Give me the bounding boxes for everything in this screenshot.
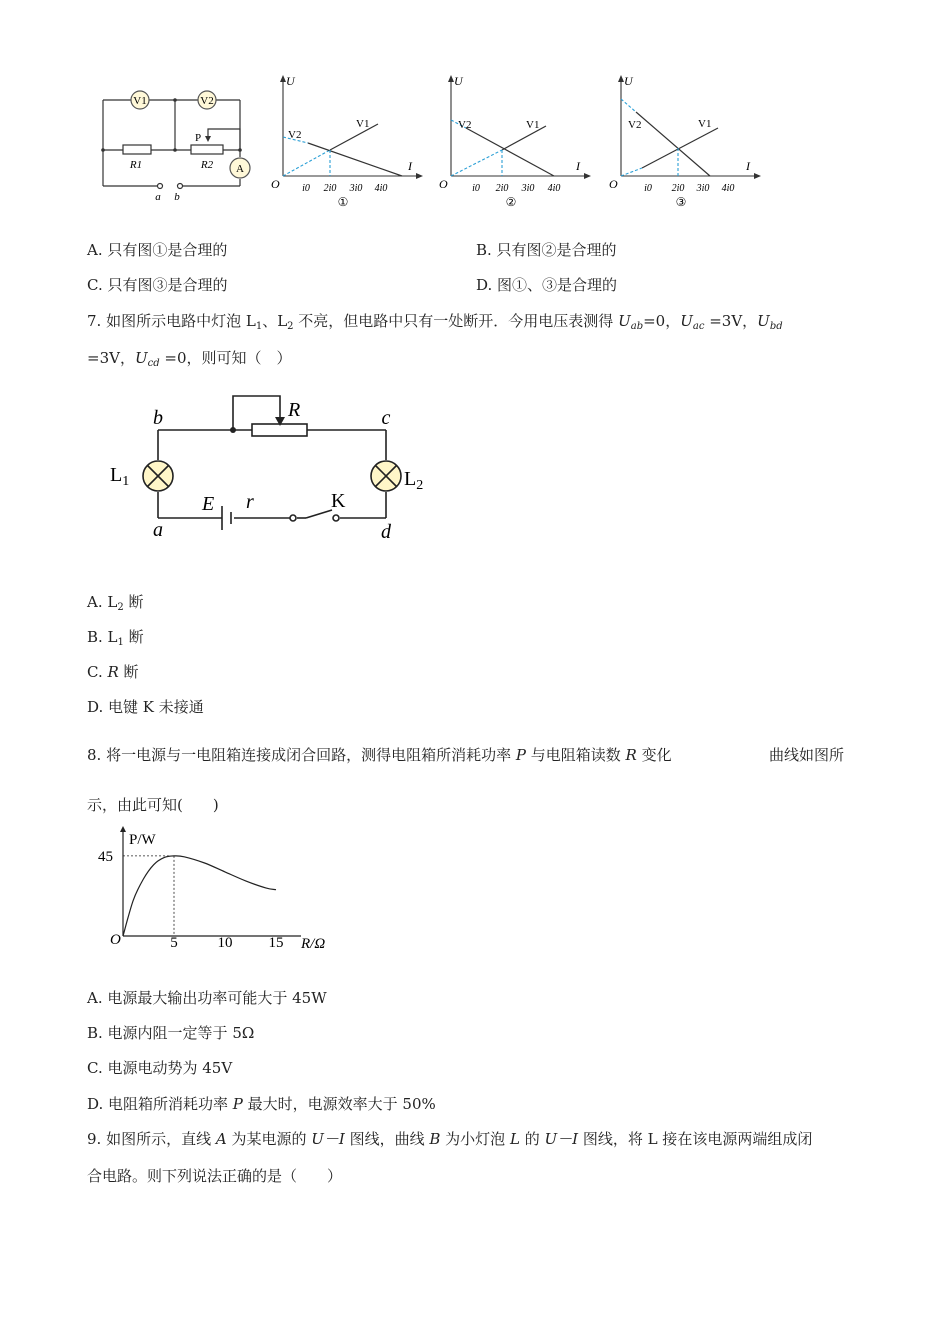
graph2-i-label: I	[576, 159, 580, 173]
q7-option-a-text: 断	[123, 593, 144, 611]
q7-ac-label: ac	[692, 321, 705, 332]
y-axis-label: P/W	[129, 832, 156, 848]
graph1-number-label: ①	[337, 195, 349, 209]
graph2-tick-1: i0	[472, 183, 480, 194]
q6-option-d[interactable]: D. 图①、③是合理的	[476, 276, 618, 294]
graph1-tick-2: 2i0	[323, 183, 337, 194]
rheostat-r-label: R	[288, 399, 301, 421]
q6-option-a[interactable]: A. 只有图①是合理的	[87, 241, 228, 259]
graph2-origin-label: O	[439, 177, 448, 191]
q8-option-d-text: 最大时，电源效率大于 50%	[242, 1095, 436, 1113]
q6-graph-3	[606, 74, 766, 214]
q9-ui-label: U－I	[311, 1130, 345, 1148]
lamp-l2-letter: L	[404, 468, 417, 490]
q7-bd-subscript	[770, 321, 783, 332]
q7-cd-label: cd	[147, 358, 160, 369]
graph2-tick-2: 2i0	[495, 183, 509, 194]
q7-stem-text: =0，	[643, 312, 681, 330]
v1-meter-label: V1	[133, 95, 147, 107]
graph3-number-label: ③	[675, 195, 687, 209]
y-tick-45: 45	[98, 848, 113, 865]
q8-stem-text: 与电阻箱读数	[525, 746, 626, 764]
graph3-v1-label: V1	[698, 118, 712, 130]
q8-option-b[interactable]: B. 电源内阻一定等于 5Ω	[87, 1024, 255, 1042]
q9-stem-text: 图线，将 L 接在该电源两端组成闭	[578, 1130, 813, 1148]
q9-stem-text: 的	[519, 1130, 545, 1148]
lamp-l1-subscript: 1	[122, 474, 130, 489]
q9-stem-text: 图线，曲线	[344, 1130, 430, 1148]
q8-option-a[interactable]: A. 电源最大输出功率可能大于 45W	[87, 989, 327, 1007]
q7-stem-text: =3V，	[704, 312, 758, 330]
graph2-u-label: U	[454, 74, 463, 88]
switch-k-label: K	[331, 490, 346, 512]
x-tick-15: 15	[268, 935, 284, 951]
q7-stem-text: =3V，	[87, 349, 135, 367]
q7-option-b-text: 断	[123, 628, 144, 646]
graph3-u-label: U	[624, 74, 633, 88]
graph3-i-label: I	[746, 159, 750, 173]
q8-stem-text: 变化	[636, 746, 672, 764]
graph1-tick-4: 4i0	[374, 183, 388, 194]
graph2-tick-4: 4i0	[547, 183, 561, 194]
internal-r-label: r	[246, 491, 254, 513]
r2-label: R2	[200, 159, 214, 171]
graph1-tick-3: 3i0	[349, 183, 363, 194]
q9-stem-text: 为小灯泡	[440, 1130, 510, 1148]
q7-stem-line-1	[87, 311, 783, 331]
q8-stem-text: 8. 将一电源与一电阻箱连接成闭合回路，测得电阻箱所消耗功率	[87, 746, 516, 764]
x-tick-5: 5	[170, 935, 178, 951]
q7-ab-label: ab	[630, 321, 644, 332]
x-tick-10: 10	[217, 935, 233, 951]
graph3-tick-4: 4i0	[721, 183, 735, 194]
r1-label: R1	[129, 159, 143, 171]
q8-option-d-text: D. 电阻箱所消耗功率	[87, 1095, 233, 1113]
q9-var-a: A	[215, 1130, 227, 1148]
q7-stem-text: 7. 如图所示电路中灯泡 L	[87, 312, 256, 330]
q7-u-var: U	[618, 312, 631, 330]
emf-e-label: E	[202, 493, 215, 515]
q7-option-c[interactable]	[87, 662, 139, 682]
q9-var-b: B	[429, 1130, 441, 1148]
graph2-v2-label: V2	[458, 119, 472, 131]
graph3-v2-label: V2	[628, 119, 642, 131]
q6-graph-2	[436, 74, 596, 214]
q9-stem-line-1	[87, 1129, 812, 1149]
terminal-b-label: b	[174, 191, 180, 203]
q8-p-var: P	[515, 746, 526, 764]
node-c-label: c	[381, 407, 391, 429]
q7-circuit-diagram	[100, 388, 445, 548]
graph2-number-label: ②	[505, 195, 517, 209]
lamp-l2-subscript: 2	[416, 478, 424, 493]
q9-stem-text: 9. 如图所示，直线	[87, 1130, 216, 1148]
lamp-l1-label	[110, 464, 129, 489]
node-a-label: a	[153, 519, 163, 541]
q6-option-c[interactable]: C. 只有图③是合理的	[87, 276, 228, 294]
graph2-v1-label: V1	[526, 119, 540, 131]
q7-u-var: U	[680, 312, 693, 330]
q7-option-b[interactable]	[87, 627, 144, 647]
power-curve	[123, 856, 276, 936]
q7-ab-subscript	[631, 321, 643, 332]
graph1-tick-1: i0	[302, 183, 310, 194]
q7-stem-text: 、L	[262, 312, 288, 330]
graph1-v1-label: V1	[356, 118, 370, 130]
q9-stem-text: 为某电源的	[226, 1130, 312, 1148]
q6-graph-1	[268, 74, 428, 214]
graph1-u-label: U	[286, 74, 295, 88]
q7-bd-label: bd	[769, 321, 783, 332]
q8-stem-line-2: 示，由此可知( )	[87, 796, 219, 814]
graph1-i-label: I	[408, 159, 412, 173]
x-axis-label: R/Ω	[301, 936, 326, 952]
graph1-origin-label: O	[271, 177, 280, 191]
q7-option-c-var: R	[107, 663, 119, 681]
q8-stem-line-1-end: 曲线如图所	[769, 746, 845, 764]
q7-option-a-subscript: 2	[117, 602, 124, 613]
graph3-tick-1: i0	[644, 183, 652, 194]
terminal-a-label: a	[155, 191, 161, 203]
v2-meter-label: V2	[200, 95, 214, 107]
q7-option-b-subscript: 1	[117, 637, 124, 648]
q7-l1-subscript: 1	[255, 321, 263, 332]
node-b-label: b	[153, 407, 163, 429]
origin-label: O	[110, 932, 121, 948]
q6-circuit-diagram	[95, 84, 260, 209]
q9-stem-line-2: 合电路。则下列说法正确的是（ ）	[87, 1167, 343, 1185]
graph1-v2-label: V2	[288, 129, 302, 141]
q8-option-d[interactable]	[87, 1094, 436, 1114]
lamp-l1-letter: L	[110, 464, 123, 486]
graph3-tick-2: 2i0	[671, 183, 685, 194]
lamp-l2-label	[404, 468, 423, 493]
q7-option-c-text: 断	[118, 663, 139, 681]
q7-option-c-text: C.	[87, 663, 108, 681]
q9-ui-label: U－I	[544, 1130, 579, 1148]
q7-l2-subscript: 2	[287, 321, 294, 332]
q7-option-a-text: A. L	[87, 593, 118, 611]
q7-stem-text: =0，则可知（ ）	[159, 349, 292, 367]
q6-option-b[interactable]: B. 只有图②是合理的	[476, 241, 617, 259]
q8-stem-line-1	[87, 745, 672, 765]
graph3-tick-3: 3i0	[696, 183, 710, 194]
q8-option-d-var: P	[232, 1095, 243, 1113]
q7-u-var: U	[134, 349, 148, 367]
graph3-origin-label: O	[609, 177, 618, 191]
slider-p-label: P	[195, 132, 202, 144]
q8-option-c[interactable]: C. 电源电动势为 45V	[87, 1059, 233, 1077]
q8-power-resistance-chart	[96, 826, 346, 956]
q7-ac-subscript	[693, 321, 705, 332]
node-d-label: d	[381, 521, 391, 543]
q7-cd-subscript	[148, 358, 160, 369]
q7-option-b-text: B. L	[87, 628, 118, 646]
q7-u-var: U	[757, 312, 770, 330]
q9-var-l: L	[509, 1130, 520, 1148]
q7-stem-text: 不亮，但电路中只有一处断开．今用电压表测得	[293, 312, 619, 330]
graph2-tick-3: 3i0	[521, 183, 535, 194]
q7-option-a[interactable]	[87, 592, 144, 612]
q8-r-var: R	[625, 746, 637, 764]
ammeter-label: A	[236, 163, 244, 175]
q7-option-d[interactable]: D. 电键 K 未接通	[87, 698, 204, 716]
q7-stem-line-2	[87, 348, 292, 368]
